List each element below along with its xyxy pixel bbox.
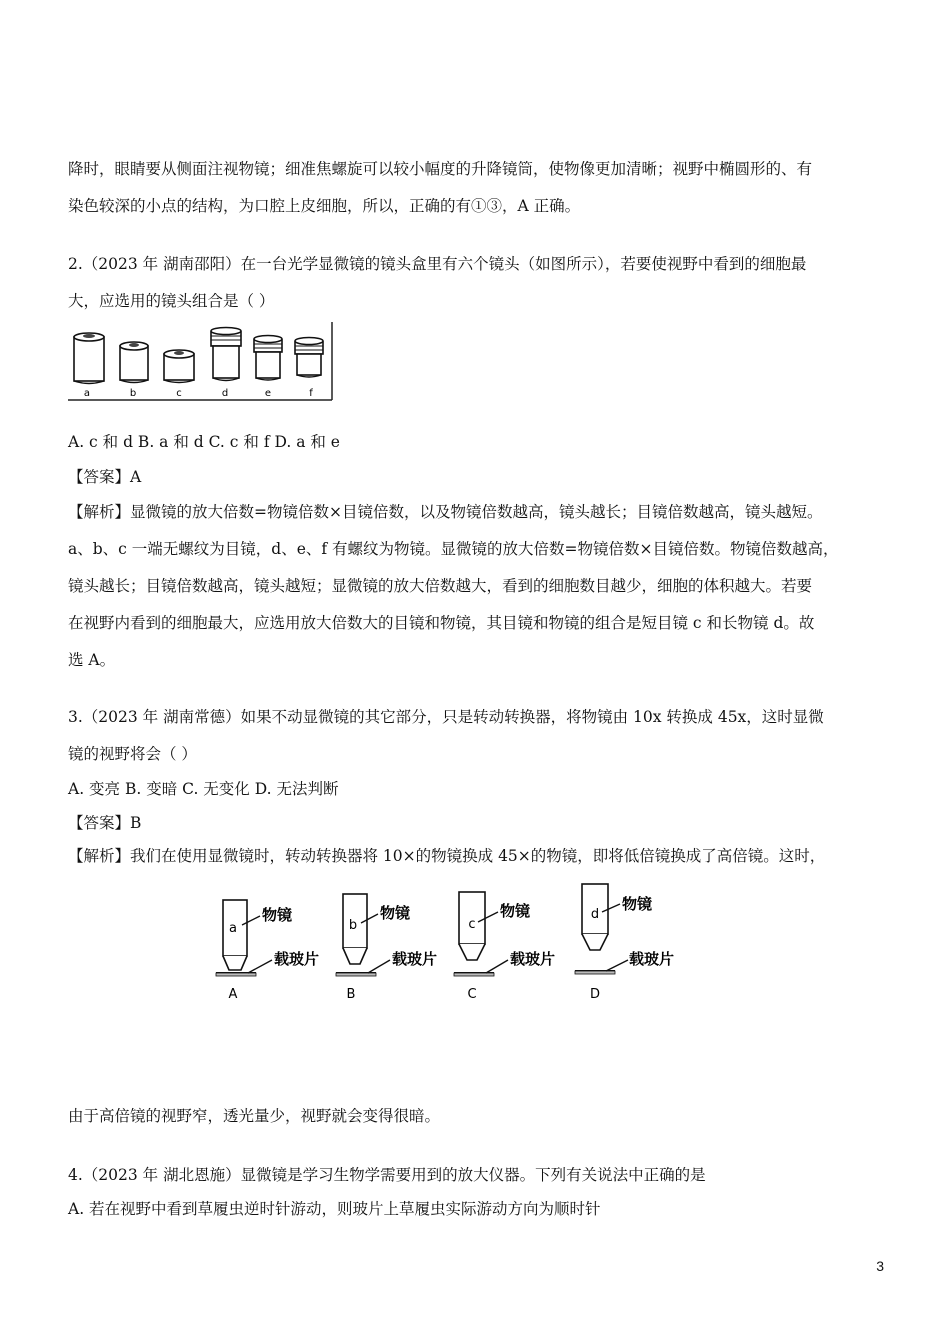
lens-label-b: b bbox=[129, 388, 137, 399]
page-number: 3 bbox=[876, 1258, 884, 1274]
lens-box-figure bbox=[66, 320, 336, 406]
q2-stem-line-2: 大，应选用的镜头组合是（ ） bbox=[68, 292, 275, 310]
q3-analysis-line-1: 【解析】我们在使用显微镜时，转动转换器将 10×的物镜换成 45×的物镜，即将低倍镜换成了高倍镜。这时， bbox=[68, 847, 826, 865]
slide-label-D: 载玻片 bbox=[629, 950, 675, 968]
q4-stem: 4.（2023 年 湖北恩施）显微镜是学习生物学需要用到的放大仪器。下列有关说法中正确的是 bbox=[68, 1166, 706, 1184]
eyepiece-c bbox=[164, 350, 194, 383]
objective-f bbox=[295, 338, 323, 378]
q2-analysis-line-3: 镜头越长；目镜倍数越高，镜头越短；显微镜的放大倍数越大，看到的细胞数目越少，细胞的体积越大。若要 bbox=[68, 577, 813, 595]
q2-analysis-line-5: 选 A。 bbox=[68, 651, 116, 669]
q2-options: A. c 和 d B. a 和 d C. c 和 f D. a 和 e bbox=[68, 433, 340, 451]
objective-e bbox=[254, 336, 282, 381]
lens-label-d: d bbox=[221, 388, 229, 399]
lens-letter-a: a bbox=[229, 921, 237, 936]
slide-label-C: 载玻片 bbox=[510, 950, 556, 968]
slide-label-A: 载玻片 bbox=[274, 950, 320, 968]
objective-d bbox=[211, 328, 241, 381]
q2-stem-line-1: 2.（2023 年 湖南邵阳）在一台光学显微镜的镜头盒里有六个镜头（如图所示），若要使视野中看到的细胞最 bbox=[68, 255, 807, 273]
lens-label-e: e bbox=[264, 388, 272, 399]
lens-letter-c: c bbox=[468, 917, 476, 932]
slide-label-B: 载玻片 bbox=[392, 950, 438, 968]
lens-label-a: a bbox=[83, 388, 91, 399]
eyepiece-b bbox=[120, 342, 148, 383]
eyepiece-a bbox=[74, 333, 104, 384]
objective-label-B: 物镜 bbox=[380, 904, 411, 922]
objective-D bbox=[575, 884, 628, 974]
caption-B: B bbox=[346, 987, 356, 1002]
objective-label-A: 物镜 bbox=[262, 906, 293, 924]
intro-line-2: 染色较深的小点的结构，为口腔上皮细胞，所以，正确的有①③，A 正确。 bbox=[68, 197, 581, 215]
objective-label-D: 物镜 bbox=[622, 895, 653, 913]
q2-answer: 【答案】A bbox=[68, 468, 142, 486]
lens-label-f: f bbox=[309, 388, 313, 399]
q3-answer: 【答案】B bbox=[68, 814, 142, 832]
q3-stem-line-1: 3.（2023 年 湖南常德）如果不动显微镜的其它部分，只是转动转换器，将物镜由 10x 转换成 45x，这时显微 bbox=[68, 708, 824, 726]
lens-label-c: c bbox=[176, 388, 182, 399]
caption-A: A bbox=[228, 987, 238, 1002]
intro-line-1: 降时，眼睛要从侧面注视物镜；细准焦螺旋可以较小幅度的升降镜筒，使物像更加清晰；视野中椭圆形的、有 bbox=[68, 160, 813, 178]
q2-analysis-line-1: 【解析】显微镜的放大倍数=物镜倍数×目镜倍数，以及物镜倍数越高，镜头越长；目镜倍数越高，镜头越短。 bbox=[68, 503, 823, 521]
objective-label-C: 物镜 bbox=[500, 902, 531, 920]
q3-options: A. 变亮 B. 变暗 C. 无变化 D. 无法判断 bbox=[68, 780, 339, 798]
q3-analysis-line-2: 由于高倍镜的视野窄，透光量少，视野就会变得很暗。 bbox=[68, 1107, 441, 1125]
lens-letter-b: b bbox=[348, 918, 358, 933]
q3-stem-line-2: 镜的视野将会（ ） bbox=[68, 745, 197, 763]
caption-D: D bbox=[589, 987, 601, 1002]
q2-analysis-line-4: 在视野内看到的细胞最大，应选用放大倍数大的目镜和物镜，其目镜和物镜的组合是短目镜 c 和长物镜 d。故 bbox=[68, 614, 815, 632]
caption-C: C bbox=[467, 987, 477, 1002]
lens-letter-d: d bbox=[590, 907, 600, 922]
q2-analysis-line-2: a、b、c 一端无螺纹为目镜，d、e、f 有螺纹为物镜。显微镜的放大倍数=物镜倍数×目镜倍数。物镜倍数越高， bbox=[68, 540, 839, 558]
q4-option-a: A. 若在视野中看到草履虫逆时针游动，则玻片上草履虫实际游动方向为顺时针 bbox=[68, 1200, 601, 1218]
objective-slide-figure bbox=[210, 880, 690, 1014]
